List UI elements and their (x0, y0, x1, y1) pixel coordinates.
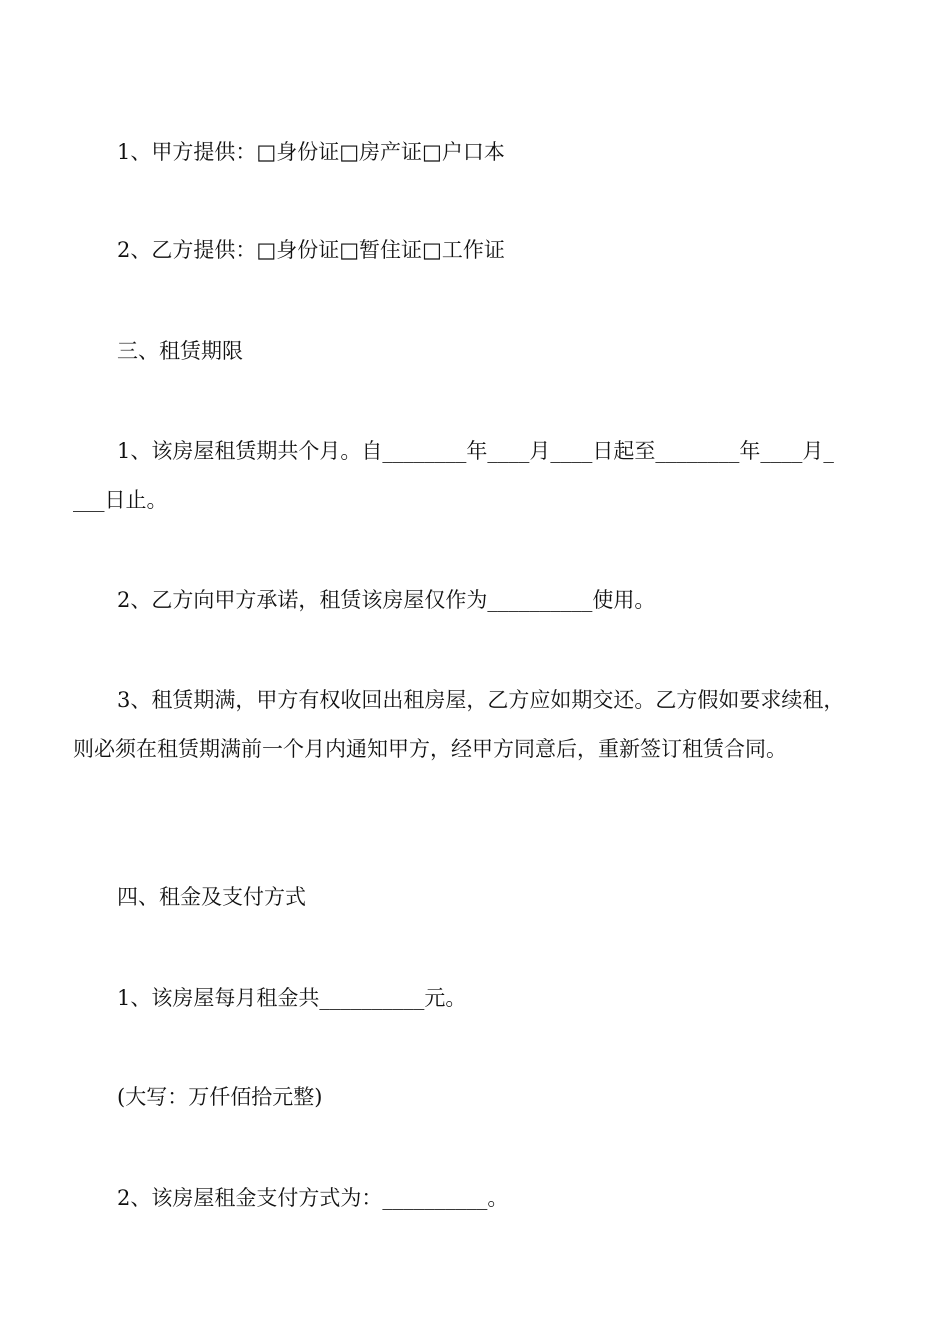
section-heading-rent-payment: 四、租金及支付方式 (117, 885, 306, 909)
clause-lessee-documents: 2、乙方提供：□身份证□暂住证□工作证 (117, 238, 505, 262)
clause-renewal-continued: 则必须在租赁期满前一个月内通知甲方，经甲方同意后，重新签订租赁合同。 (73, 737, 787, 761)
clause-lease-period: 1、该房屋租赁期共个月。自________年____月____日起至________年____月_ (117, 439, 834, 463)
clause-lessor-documents: 1、甲方提供：□身份证□房产证□户口本 (117, 140, 505, 164)
clause-rent-in-words: (大写：万仟佰拾元整) (117, 1085, 323, 1109)
clause-payment-method: 2、该房屋租金支付方式为：__________。 (117, 1186, 509, 1210)
clause-renewal: 3、租赁期满，甲方有权收回出租房屋，乙方应如期交还。乙方假如要求续租， (117, 688, 845, 712)
section-heading-lease-term: 三、租赁期限 (117, 339, 243, 363)
clause-usage: 2、乙方向甲方承诺，租赁该房屋仅作为__________使用。 (117, 588, 656, 612)
clause-monthly-rent: 1、该房屋每月租金共__________元。 (117, 986, 467, 1010)
clause-lease-period-continued: ___日止。 (73, 488, 168, 512)
